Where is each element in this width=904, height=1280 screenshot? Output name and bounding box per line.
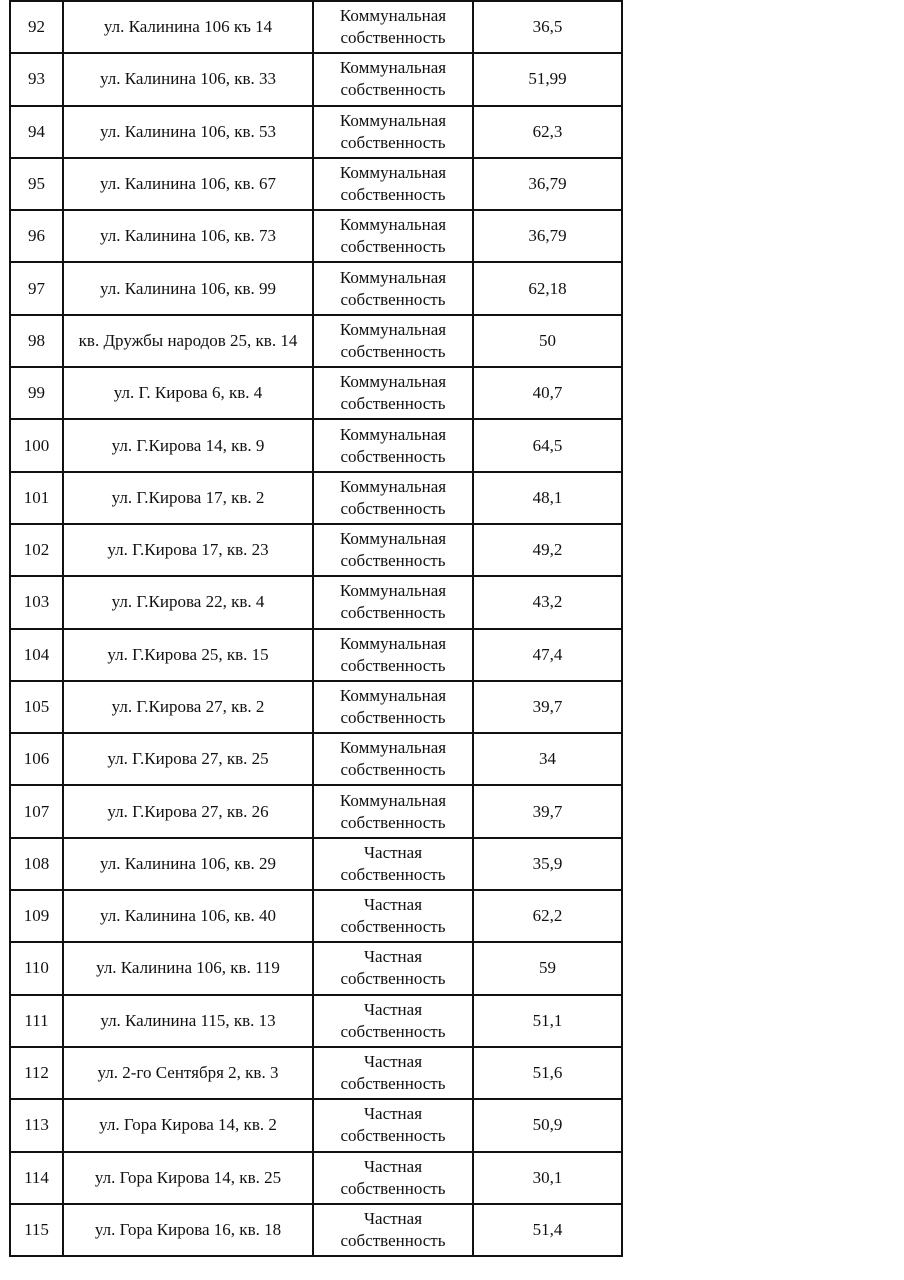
cell-area: 62,3 <box>473 106 622 158</box>
table-row <box>10 262 622 314</box>
cell-area: 40,7 <box>473 367 622 419</box>
cell-ownership: Коммунальная собственность <box>313 210 473 262</box>
table-row <box>10 158 622 210</box>
table-row <box>10 576 622 628</box>
cell-address: кв. Дружбы народов 25, кв. 14 <box>63 315 313 367</box>
cell-number: 99 <box>10 367 63 419</box>
cell-area: 59 <box>473 942 622 994</box>
cell-ownership: Частная собственность <box>313 838 473 890</box>
cell-ownership: Коммунальная собственность <box>313 733 473 785</box>
table-row <box>10 629 622 681</box>
cell-area: 51,4 <box>473 1204 622 1256</box>
cell-ownership: Коммунальная собственность <box>313 681 473 733</box>
table-row <box>10 1204 622 1256</box>
cell-area: 36,79 <box>473 210 622 262</box>
table-body <box>10 1 622 1256</box>
cell-number: 93 <box>10 53 63 105</box>
cell-number: 102 <box>10 524 63 576</box>
table-row <box>10 1047 622 1099</box>
cell-area: 47,4 <box>473 629 622 681</box>
table-row <box>10 367 622 419</box>
cell-address: ул. Г.Кирова 22, кв. 4 <box>63 576 313 628</box>
cell-ownership: Частная собственность <box>313 1047 473 1099</box>
cell-address: ул. Г.Кирова 27, кв. 25 <box>63 733 313 785</box>
cell-number: 92 <box>10 1 63 53</box>
cell-area: 39,7 <box>473 681 622 733</box>
cell-ownership: Частная собственность <box>313 1204 473 1256</box>
table-row <box>10 210 622 262</box>
cell-ownership: Коммунальная собственность <box>313 472 473 524</box>
cell-number: 105 <box>10 681 63 733</box>
cell-ownership: Коммунальная собственность <box>313 524 473 576</box>
cell-ownership: Коммунальная собственность <box>313 629 473 681</box>
cell-area: 34 <box>473 733 622 785</box>
cell-number: 111 <box>10 995 63 1047</box>
cell-number: 108 <box>10 838 63 890</box>
cell-number: 109 <box>10 890 63 942</box>
cell-ownership: Коммунальная собственность <box>313 1 473 53</box>
cell-area: 51,99 <box>473 53 622 105</box>
cell-address: ул. 2-го Сентября 2, кв. 3 <box>63 1047 313 1099</box>
cell-number: 100 <box>10 419 63 471</box>
cell-number: 94 <box>10 106 63 158</box>
table-row <box>10 785 622 837</box>
table-row <box>10 472 622 524</box>
cell-area: 43,2 <box>473 576 622 628</box>
cell-ownership: Частная собственность <box>313 890 473 942</box>
table-row <box>10 106 622 158</box>
table-row <box>10 315 622 367</box>
cell-ownership: Коммунальная собственность <box>313 785 473 837</box>
cell-address: ул. Калинина 106, кв. 40 <box>63 890 313 942</box>
table-row <box>10 733 622 785</box>
cell-area: 62,2 <box>473 890 622 942</box>
cell-area: 36,5 <box>473 1 622 53</box>
cell-address: ул. Гора Кирова 14, кв. 25 <box>63 1152 313 1204</box>
cell-number: 113 <box>10 1099 63 1151</box>
cell-area: 35,9 <box>473 838 622 890</box>
cell-area: 64,5 <box>473 419 622 471</box>
cell-ownership: Коммунальная собственность <box>313 576 473 628</box>
table-row <box>10 1099 622 1151</box>
cell-number: 101 <box>10 472 63 524</box>
cell-address: ул. Г. Кирова 6, кв. 4 <box>63 367 313 419</box>
table-row <box>10 53 622 105</box>
cell-ownership: Коммунальная собственность <box>313 315 473 367</box>
table-row <box>10 1 622 53</box>
cell-area: 51,6 <box>473 1047 622 1099</box>
cell-area: 30,1 <box>473 1152 622 1204</box>
cell-number: 106 <box>10 733 63 785</box>
cell-ownership: Коммунальная собственность <box>313 158 473 210</box>
table-row <box>10 838 622 890</box>
cell-ownership: Коммунальная собственность <box>313 367 473 419</box>
cell-number: 98 <box>10 315 63 367</box>
cell-address: ул. Г.Кирова 14, кв. 9 <box>63 419 313 471</box>
cell-number: 107 <box>10 785 63 837</box>
table-row <box>10 995 622 1047</box>
cell-address: ул. Калинина 106, кв. 99 <box>63 262 313 314</box>
table-row <box>10 942 622 994</box>
cell-number: 103 <box>10 576 63 628</box>
cell-number: 112 <box>10 1047 63 1099</box>
cell-area: 50 <box>473 315 622 367</box>
cell-area: 48,1 <box>473 472 622 524</box>
cell-address: ул. Калинина 106, кв. 33 <box>63 53 313 105</box>
cell-number: 110 <box>10 942 63 994</box>
cell-ownership: Коммунальная собственность <box>313 262 473 314</box>
table-row <box>10 890 622 942</box>
cell-address: ул. Гора Кирова 16, кв. 18 <box>63 1204 313 1256</box>
cell-address: ул. Калинина 115, кв. 13 <box>63 995 313 1047</box>
cell-area: 49,2 <box>473 524 622 576</box>
cell-address: ул. Калинина 106, кв. 53 <box>63 106 313 158</box>
table-row <box>10 681 622 733</box>
cell-area: 36,79 <box>473 158 622 210</box>
cell-address: ул. Калинина 106, кв. 73 <box>63 210 313 262</box>
cell-number: 115 <box>10 1204 63 1256</box>
cell-number: 97 <box>10 262 63 314</box>
cell-address: ул. Г.Кирова 17, кв. 2 <box>63 472 313 524</box>
cell-area: 51,1 <box>473 995 622 1047</box>
cell-address: ул. Калинина 106 къ 14 <box>63 1 313 53</box>
cell-area: 62,18 <box>473 262 622 314</box>
cell-number: 114 <box>10 1152 63 1204</box>
cell-ownership: Частная собственность <box>313 1099 473 1151</box>
table-row <box>10 419 622 471</box>
cell-address: ул. Гора Кирова 14, кв. 2 <box>63 1099 313 1151</box>
cell-address: ул. Калинина 106, кв. 29 <box>63 838 313 890</box>
cell-address: ул. Г.Кирова 27, кв. 26 <box>63 785 313 837</box>
cell-address: ул. Г.Кирова 25, кв. 15 <box>63 629 313 681</box>
table-row <box>10 524 622 576</box>
table-row <box>10 1152 622 1204</box>
cell-address: ул. Калинина 106, кв. 67 <box>63 158 313 210</box>
cell-ownership: Частная собственность <box>313 995 473 1047</box>
property-table <box>9 0 623 1257</box>
cell-ownership: Коммунальная собственность <box>313 106 473 158</box>
cell-ownership: Коммунальная собственность <box>313 419 473 471</box>
cell-area: 39,7 <box>473 785 622 837</box>
cell-number: 95 <box>10 158 63 210</box>
cell-ownership: Частная собственность <box>313 1152 473 1204</box>
cell-address: ул. Калинина 106, кв. 119 <box>63 942 313 994</box>
cell-number: 104 <box>10 629 63 681</box>
cell-address: ул. Г.Кирова 17, кв. 23 <box>63 524 313 576</box>
cell-area: 50,9 <box>473 1099 622 1151</box>
cell-ownership: Частная собственность <box>313 942 473 994</box>
cell-address: ул. Г.Кирова 27, кв. 2 <box>63 681 313 733</box>
cell-ownership: Коммунальная собственность <box>313 53 473 105</box>
cell-number: 96 <box>10 210 63 262</box>
